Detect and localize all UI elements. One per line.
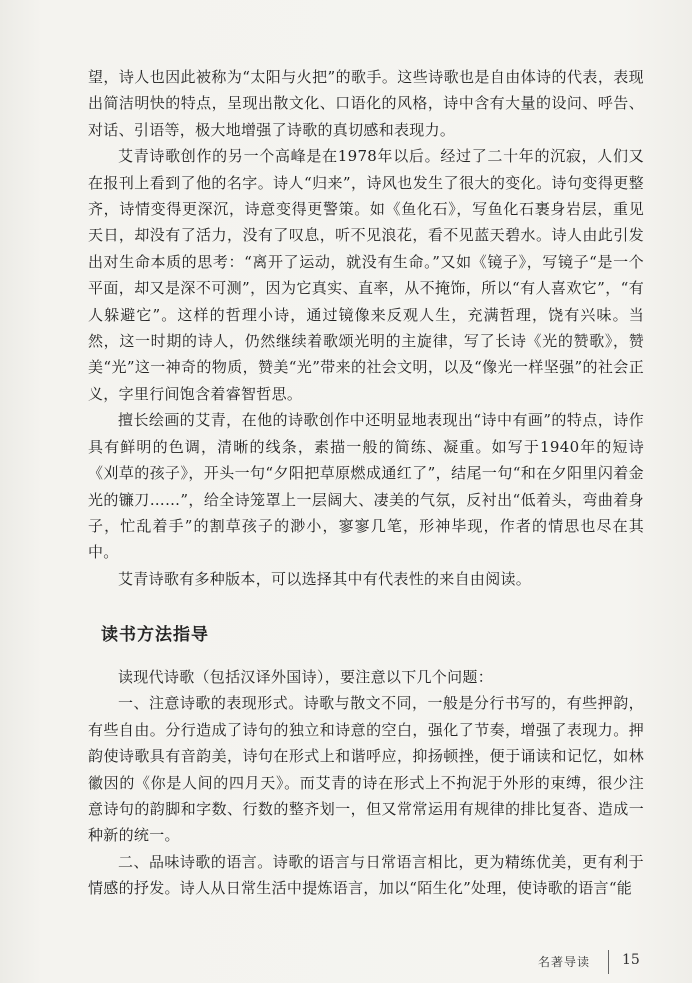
footer-book-label: 名著导读	[538, 955, 591, 969]
paragraph-method-intro: 读现代诗歌（包括汉译外国诗），要注意以下几个问题：	[118, 668, 494, 686]
footer-divider	[608, 950, 609, 974]
page-number: 15	[622, 952, 640, 968]
body-text	[88, 64, 644, 592]
paragraph-later-period: 艾青诗歌创作的另一个高峰是在1978年以后。经过了二十年的沉寂，人们又在报刊上看到了他的名字。诗人“归来”，诗风也发生了很大的变化。诗句变得更整齐，诗情变得更深沉，诗意变得更警策。如《鱼化石》，写鱼化石裹身岩层，重见天日，却没有了活力，没有了叹息，听不见浪花，看不见蓝天碧水。诗人由此引发出对生命本质的思考：“离开了运动，就没有生命。”又如《镜子》，写镜子“是一个平面，却又是深不可测”，因为它真实、直率，从不掩饰，所以“有人喜欢它”，“有人躲避它”。这样的哲理小诗，通过镜像来反观人生，充满哲理，饶有兴味。当然，这一时期的诗人，仍然继续着歌颂光明的主旋律，写了长诗《光的赞歌》，赞美“光”这一神奇的物质，赞美“光”带来的社会文明，以及“像光一样坚强”的社会正义，字里行间饱含着睿智哲思。	[88, 147, 644, 403]
paragraph-method-language: 二、品味诗歌的语言。诗歌的语言与日常语言相比，更为精练优美，更有利于情感的抒发。诗人从日常生活中提炼语言，加以“陌生化”处理，使诗歌的语言“能	[88, 852, 644, 898]
page-footer	[0, 950, 692, 980]
reading-method-text	[88, 664, 644, 902]
paragraph-poetry-painting: 擅长绘画的艾青，在他的诗歌创作中还明显地表现出“诗中有画”的特点，诗作具有鲜明的色调，清晰的线条，素描一般的简练、凝重。如写于1940年的短诗《刈草的孩子》，开头一句“夕阳把草原燃成通红了”，结尾一句“和在夕阳里闪着金光的镰刀……”，给全诗笼罩上一层阔大、凄美的气氛，反衬出“低着头，弯曲着身子，忙乱着手”的割草孩子的渺小，寥寥几笔，形神毕现，作者的情思也尽在其中。	[88, 411, 644, 562]
section-heading: 读书方法指导	[101, 625, 209, 645]
paragraph-continuation: 望，诗人也因此被称为“太阳与火把”的歌手。这些诗歌也是自由体诗的代表，表现出简洁明快的特点，呈现出散文化、口语化的风格，诗中含有大量的设问、呼告、对话、引语等，极大地增强了诗歌的真切感和表现力。	[88, 68, 644, 139]
paragraph-method-form: 一、注意诗歌的表现形式。诗歌与散文不同，一般是分行书写的，有些押韵，有些自由。分行造成了诗句的独立和诗意的空白，强化了节奏，增强了表现力。押韵使诗歌具有音韵美，诗句在形式上和谐呼应，抑扬顿挫，便于诵读和记忆，如林徽因的《你是人间的四月天》。而艾青的诗在形式上不拘泥于外形的束缚，很少注意诗句的韵脚和字数、行数的整齐划一，但又常常运用有规律的排比复沓、造成一种新的统一。	[88, 694, 644, 845]
paragraph-editions: 艾青诗歌有多种版本，可以选择其中有代表性的来自由阅读。	[118, 569, 532, 588]
